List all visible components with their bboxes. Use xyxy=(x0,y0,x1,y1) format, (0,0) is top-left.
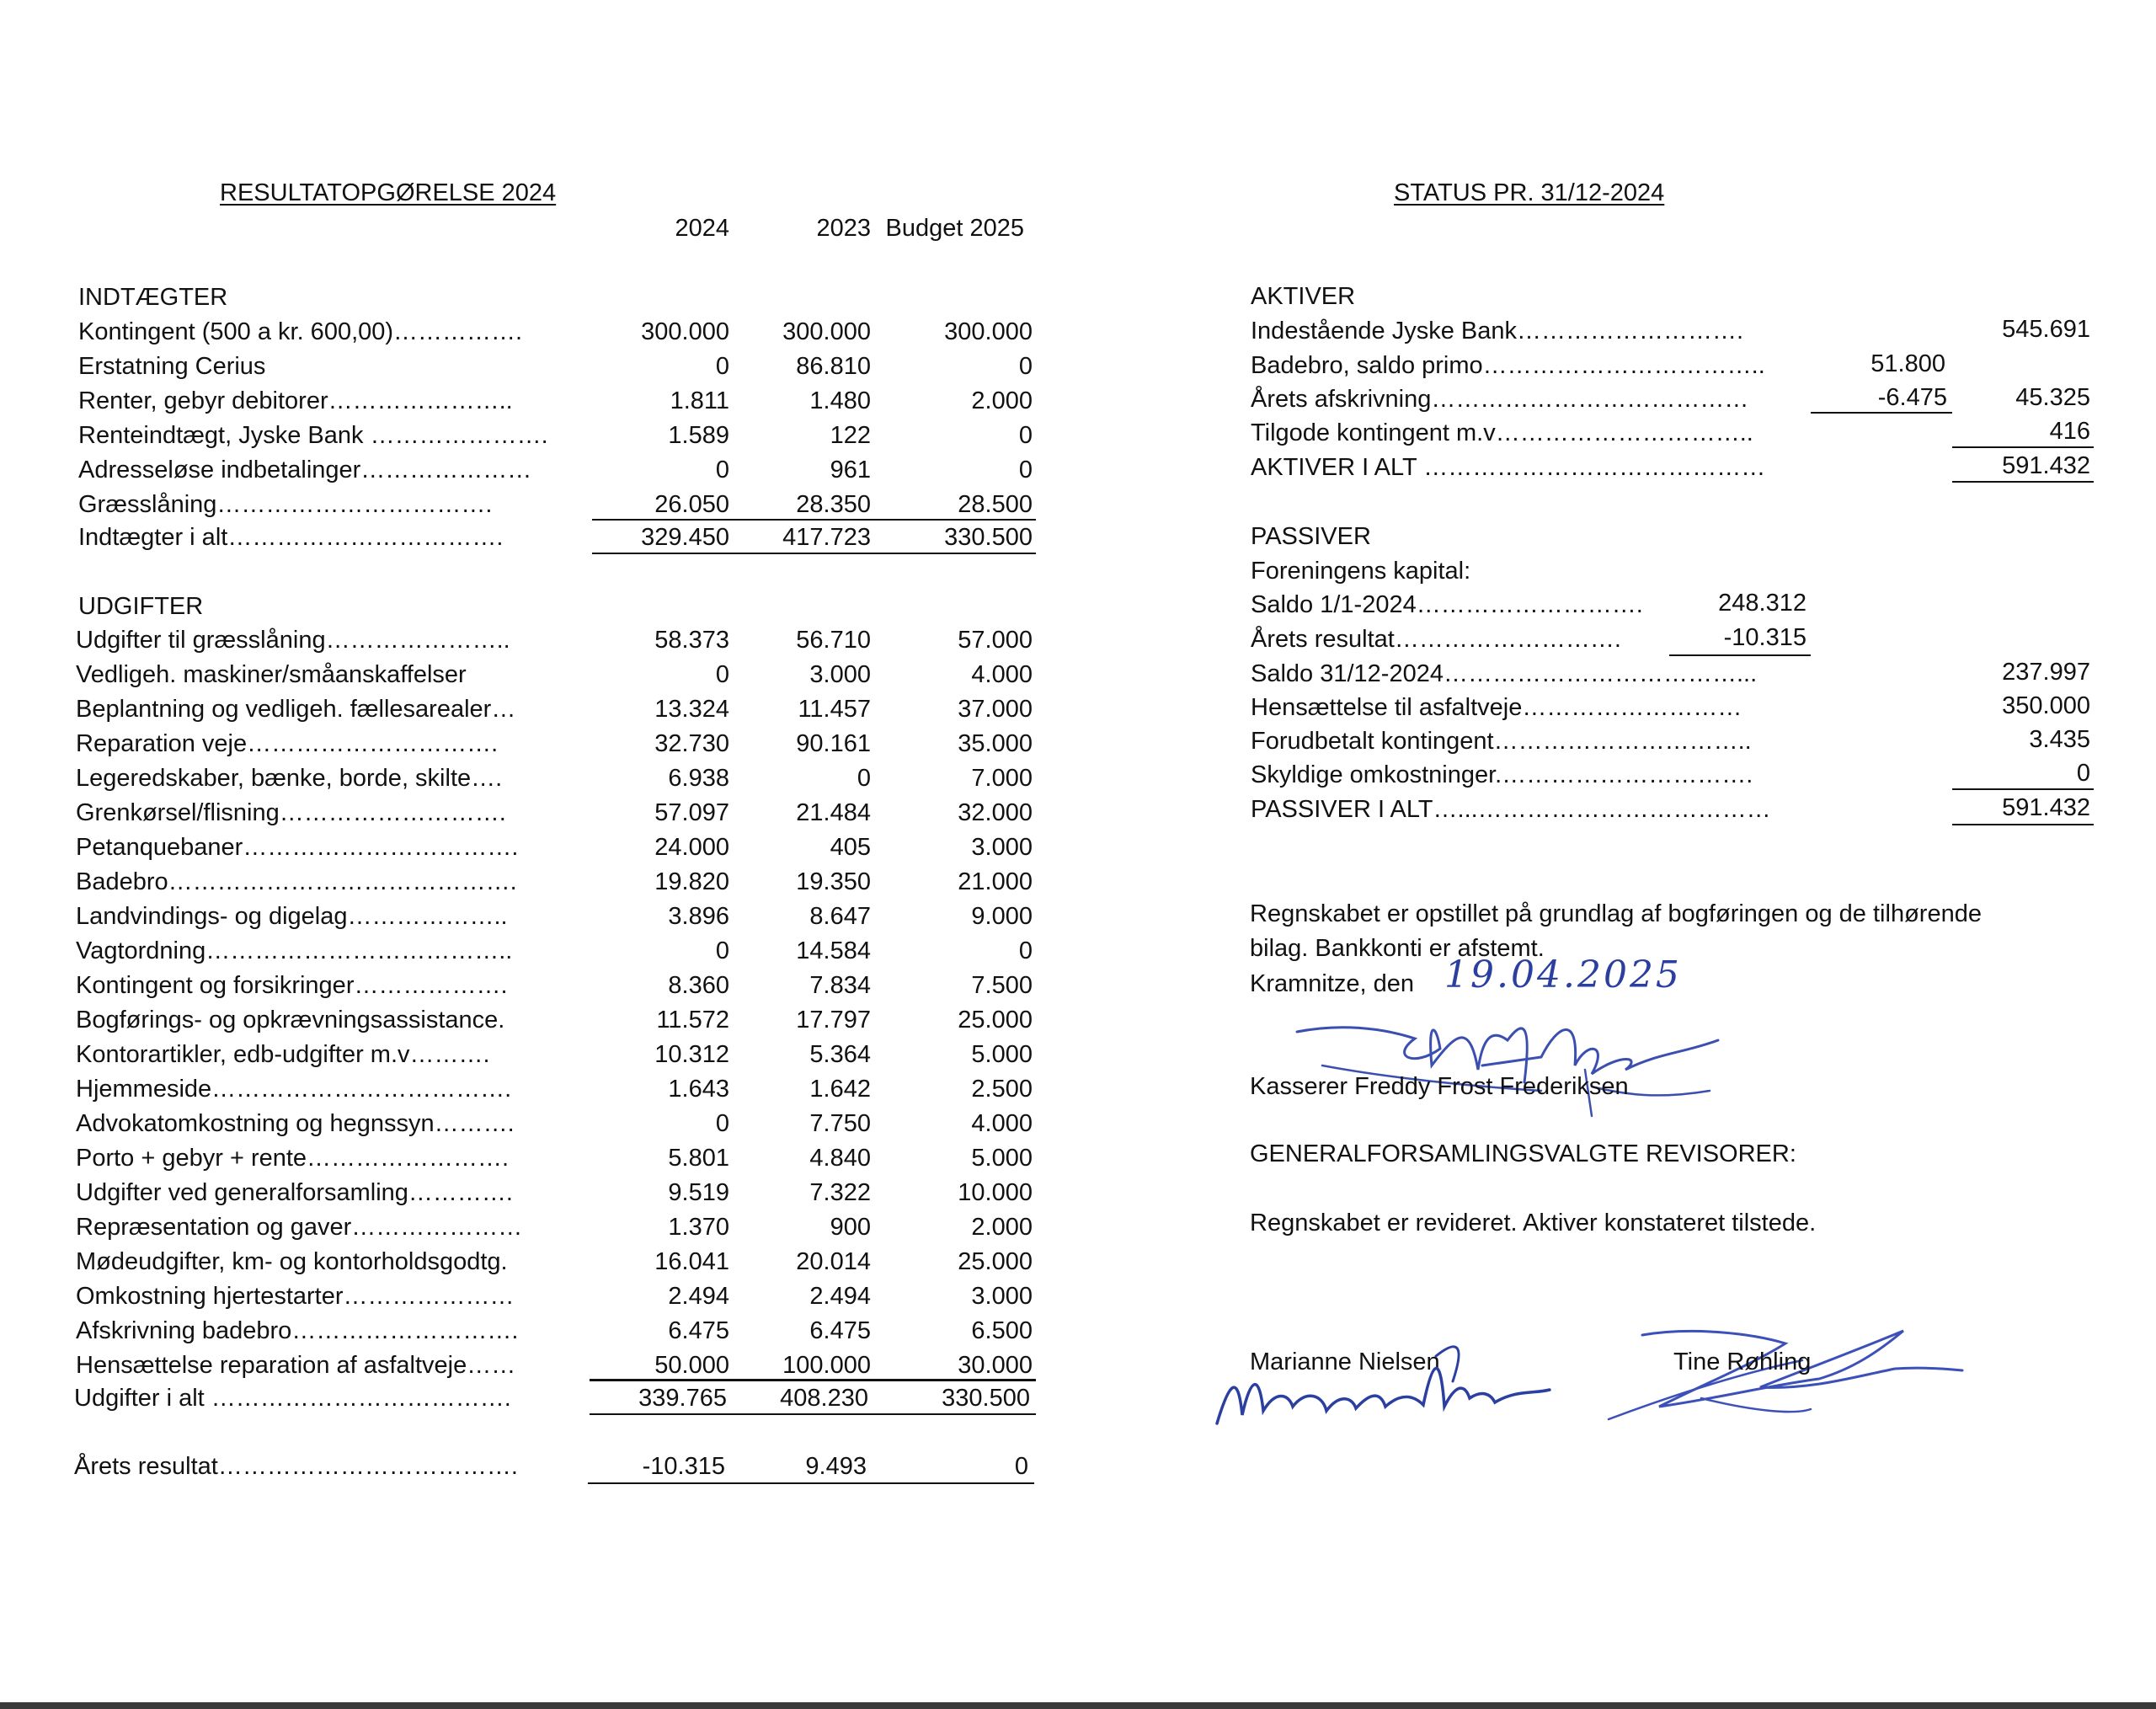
expense-row-budget: 4.000 xyxy=(971,1110,1033,1137)
place-label: Kramnitze, den xyxy=(1250,970,1415,997)
income-row-2023: 122 xyxy=(830,422,871,449)
declaration-line-2: bilag. Bankkonti er afstemt. xyxy=(1250,935,1545,962)
tilgode-label: Tilgode kontingent m.v………………………….. xyxy=(1251,419,1753,446)
expense-row-label: Advokatomkostning og hegnssyn………. xyxy=(76,1110,515,1137)
income-row-2023: 86.810 xyxy=(796,353,871,380)
expense-row-label: Hensættelse reparation af asfaltveje…… xyxy=(76,1352,516,1379)
hensaettelse-value: 350.000 xyxy=(2002,692,2090,719)
saldo-start-label: Saldo 1/1-2024………………………. xyxy=(1251,591,1643,618)
expense-subtotal-rule xyxy=(590,1379,1036,1381)
expense-row-budget: 37.000 xyxy=(958,696,1033,723)
column-header-2024: 2024 xyxy=(675,215,729,242)
expense-row-label: Kontingent og forsikringer………………. xyxy=(76,972,508,999)
expense-row-budget: 57.000 xyxy=(958,627,1033,654)
expense-row-2023: 17.797 xyxy=(796,1007,871,1033)
afskrivning-value: 45.325 xyxy=(2015,384,2090,411)
auditor-2-name: Tine Røhling xyxy=(1673,1349,1812,1375)
result-budget: 0 xyxy=(1014,1453,1028,1480)
expense-row-2023: 14.584 xyxy=(796,937,871,964)
expense-row-label: Reparation veje…………………………. xyxy=(76,730,499,757)
income-row-2024: 0 xyxy=(715,457,729,483)
expense-row-label: Grenkørsel/flisning………………………. xyxy=(76,799,506,826)
skyldige-label: Skyldige omkostninger.…………………………. xyxy=(1251,761,1753,788)
expense-row-label: Porto + gebyr + rente……………………. xyxy=(76,1145,510,1172)
expense-row-budget: 7.000 xyxy=(971,765,1033,792)
expense-row-budget: 6.500 xyxy=(971,1317,1033,1344)
income-row-2023: 1.480 xyxy=(809,387,871,414)
afskrivning-rule xyxy=(1811,412,1952,414)
expense-row-2024: 19.820 xyxy=(654,868,729,895)
expense-row-budget: 35.000 xyxy=(958,730,1033,757)
income-row-2023: 961 xyxy=(830,457,871,483)
expense-row-label: Legeredskaber, bænke, borde, skilte…. xyxy=(76,765,503,792)
income-statement-title: RESULTATOPGØRELSE 2024 xyxy=(220,179,557,206)
assets-total-value: 591.432 xyxy=(2002,452,2090,479)
expense-row-2024: 2.494 xyxy=(668,1283,729,1310)
expense-row-2024: 24.000 xyxy=(654,834,729,861)
expense-row-2023: 21.484 xyxy=(796,799,871,826)
liabilities-total-label: PASSIVER I ALT…...……………………………… xyxy=(1251,796,1771,823)
hensaettelse-label: Hensættelse til asfaltveje……………………… xyxy=(1251,694,1742,721)
forudbetalt-value: 3.435 xyxy=(2029,726,2090,753)
column-header-2023: 2023 xyxy=(816,215,871,242)
balance-sheet-title: STATUS PR. 31/12-2024 xyxy=(1394,179,1665,206)
declaration-line-1: Regnskabet er opstillet på grundlag af bogføringen og de tilhørende xyxy=(1250,900,1982,927)
expense-row-2024: 0 xyxy=(715,1110,729,1137)
expense-row-2024: 9.519 xyxy=(668,1179,729,1206)
income-row-2024: 300.000 xyxy=(641,318,729,345)
income-row-label: Kontingent (500 a kr. 600,00)……………. xyxy=(78,318,523,345)
expense-row-2023: 7.834 xyxy=(809,972,871,999)
income-row-budget: 0 xyxy=(1018,457,1033,483)
scan-edge xyxy=(0,1702,2156,1709)
income-row-label: Adresseløse indbetalinger………………… xyxy=(78,457,532,483)
expense-row-2023: 3.000 xyxy=(809,661,871,688)
arets-resultat-sub: -10.315 xyxy=(1723,624,1806,651)
bank-label: Indestående Jyske Bank………………………. xyxy=(1251,318,1744,344)
income-row-label: Renteindtægt, Jyske Bank …………………. xyxy=(78,422,548,449)
expense-row-2024: 11.572 xyxy=(656,1007,729,1033)
expense-row-label: Mødeudgifter, km- og kontorholdsgodtg. xyxy=(76,1248,508,1275)
auditor-1-signature xyxy=(1213,1331,1566,1440)
expense-row-label: Badebro……………………………………. xyxy=(76,868,517,895)
income-row-budget: 300.000 xyxy=(944,318,1033,345)
expense-heading: UDGIFTER xyxy=(78,593,204,620)
expense-row-2023: 100.000 xyxy=(782,1352,871,1379)
expense-row-label: Hjemmeside………………………………. xyxy=(76,1076,512,1103)
income-row-2023: 300.000 xyxy=(782,318,871,345)
expense-row-2024: 50.000 xyxy=(654,1352,729,1379)
expense-row-2023: 20.014 xyxy=(796,1248,871,1275)
income-total-rule xyxy=(592,553,1036,554)
expense-row-2024: 0 xyxy=(715,937,729,964)
expense-row-budget: 9.000 xyxy=(971,903,1033,930)
expense-row-budget: 10.000 xyxy=(958,1179,1033,1206)
expense-row-2023: 56.710 xyxy=(796,627,871,654)
income-row-label: Renter, gebyr debitorer………………….. xyxy=(78,387,513,414)
audit-note: Regnskabet er revideret. Aktiver konstateret tilstede. xyxy=(1250,1210,1817,1236)
expense-row-2024: 1.370 xyxy=(668,1214,729,1241)
expense-row-label: Udgifter til græsslåning………………….. xyxy=(76,627,510,654)
arets-resultat-label: Årets resultat………………………. xyxy=(1251,626,1621,653)
badebro-label: Badebro, saldo primo…………………………….. xyxy=(1251,352,1765,379)
expense-row-2023: 90.161 xyxy=(796,730,871,757)
result-2024: -10.315 xyxy=(642,1453,725,1480)
expense-row-budget: 32.000 xyxy=(958,799,1033,826)
expense-row-budget: 7.500 xyxy=(971,972,1033,999)
liabilities-subtotal-rule xyxy=(1952,788,2094,790)
income-subtotal-rule xyxy=(592,519,1036,521)
expense-row-2023: 7.322 xyxy=(809,1179,871,1206)
expense-row-2023: 7.750 xyxy=(809,1110,871,1137)
expense-row-budget: 25.000 xyxy=(958,1007,1033,1033)
skyldige-value: 0 xyxy=(2076,760,2090,787)
column-header-budget-2025: Budget 2025 xyxy=(885,215,1024,242)
bank-value: 545.691 xyxy=(2002,316,2090,343)
treasurer-label: Kasserer Freddy Frost Frederiksen xyxy=(1250,1073,1629,1100)
expense-row-label: Petanquebaner……………………………. xyxy=(76,834,519,861)
assets-subtotal-rule xyxy=(1952,446,2094,448)
expense-row-2023: 11.457 xyxy=(798,696,871,723)
auditors-heading: GENERALFORSAMLINGSVALGTE REVISORER: xyxy=(1250,1140,1796,1167)
income-row-budget: 28.500 xyxy=(958,491,1033,518)
expense-row-budget: 3.000 xyxy=(971,1283,1033,1310)
expense-row-2024: 13.324 xyxy=(654,696,729,723)
expense-row-2023: 19.350 xyxy=(796,868,871,895)
income-heading: INDTÆGTER xyxy=(78,284,228,311)
assets-total-label: AKTIVER I ALT …………………………………… xyxy=(1251,454,1766,481)
income-row-2024: 26.050 xyxy=(654,491,729,518)
forudbetalt-label: Forudbetalt kontingent………………………….. xyxy=(1251,728,1752,755)
expense-row-2024: 10.312 xyxy=(654,1041,729,1068)
income-row-budget: 2.000 xyxy=(971,387,1033,414)
expense-row-2024: 5.801 xyxy=(668,1145,729,1172)
liabilities-heading: PASSIVER xyxy=(1251,523,1371,550)
afskrivning-sub: -6.475 xyxy=(1877,384,1947,411)
expense-row-label: Beplantning og vedligeh. fællesarealer… xyxy=(76,696,516,723)
expense-row-budget: 5.000 xyxy=(971,1041,1033,1068)
expense-row-label: Repræsentation og gaver………………… xyxy=(76,1214,523,1241)
expense-row-2024: 3.896 xyxy=(668,903,729,930)
expense-row-2023: 4.840 xyxy=(809,1145,871,1172)
expense-row-label: Afskrivning badebro………………………. xyxy=(76,1317,519,1344)
expense-row-2024: 32.730 xyxy=(654,730,729,757)
income-row-budget: 0 xyxy=(1018,422,1033,449)
expense-row-budget: 2.000 xyxy=(971,1214,1033,1241)
expense-row-budget: 2.500 xyxy=(971,1076,1033,1103)
expense-row-2023: 405 xyxy=(830,834,871,861)
saldo-end-label: Saldo 31/12-2024………………………………... xyxy=(1251,660,1758,687)
income-row-label: Erstatning Cerius xyxy=(78,353,266,380)
expense-row-2023: 6.475 xyxy=(809,1317,871,1344)
expense-row-2024: 16.041 xyxy=(654,1248,729,1275)
saldo-start-sub: 248.312 xyxy=(1718,590,1806,617)
result-label: Årets resultat………………………………. xyxy=(74,1453,518,1480)
treasurer-signature xyxy=(1289,1007,1743,1124)
expense-row-budget: 21.000 xyxy=(958,868,1033,895)
expense-row-label: Vedligeh. maskiner/småanskaffelser xyxy=(76,661,467,688)
expense-row-2024: 6.475 xyxy=(668,1317,729,1344)
expense-row-budget: 4.000 xyxy=(971,661,1033,688)
expense-row-label: Udgifter ved generalforsamling…………. xyxy=(76,1179,513,1206)
result-rule xyxy=(588,1482,1034,1484)
expense-row-2024: 1.643 xyxy=(668,1076,729,1103)
income-row-budget: 0 xyxy=(1018,353,1033,380)
expense-row-label: Landvindings- og digelag……………….. xyxy=(76,903,508,930)
afskrivning-label: Årets afskrivning………………………………… xyxy=(1251,386,1749,413)
liabilities-total-value: 591.432 xyxy=(2002,794,2090,821)
expense-row-2024: 0 xyxy=(715,661,729,688)
expense-row-budget: 5.000 xyxy=(971,1145,1033,1172)
assets-heading: AKTIVER xyxy=(1251,283,1356,310)
result-2023: 9.493 xyxy=(805,1453,867,1480)
income-total-2023: 417.723 xyxy=(782,524,871,551)
expense-row-label: Bogførings- og opkrævningsassistance. xyxy=(76,1007,505,1033)
expense-row-2023: 2.494 xyxy=(809,1283,871,1310)
expense-row-label: Kontorartikler, edb-udgifter m.v………. xyxy=(76,1041,490,1068)
expense-row-2024: 57.097 xyxy=(654,799,729,826)
expense-total-label: Udgifter i alt ………………………………. xyxy=(74,1385,511,1412)
expense-row-2024: 6.938 xyxy=(668,765,729,792)
expense-row-label: Vagtordning……………………………….. xyxy=(76,937,513,964)
badebro-sub: 51.800 xyxy=(1870,350,1945,377)
income-row-2024: 1.811 xyxy=(670,387,729,414)
expense-total-2023: 408.230 xyxy=(780,1385,868,1412)
expense-row-2023: 5.364 xyxy=(809,1041,871,1068)
tilgode-value: 416 xyxy=(2049,418,2090,445)
capital-rule xyxy=(1669,654,1811,656)
expense-row-2023: 0 xyxy=(857,765,871,792)
capital-heading: Foreningens kapital: xyxy=(1251,558,1471,585)
expense-row-2023: 8.647 xyxy=(809,903,871,930)
liabilities-total-rule xyxy=(1952,824,2094,825)
expense-row-budget: 0 xyxy=(1018,937,1033,964)
expense-row-2023: 900 xyxy=(830,1214,871,1241)
income-row-2023: 28.350 xyxy=(796,491,871,518)
income-total-label: Indtægter i alt……………………………. xyxy=(78,524,504,551)
expense-total-rule xyxy=(590,1413,1036,1415)
expense-row-2024: 8.360 xyxy=(668,972,729,999)
income-row-2024: 0 xyxy=(715,353,729,380)
income-total-2024: 329.450 xyxy=(641,524,729,551)
expense-total-2024: 339.765 xyxy=(638,1385,727,1412)
expense-row-2024: 58.373 xyxy=(654,627,729,654)
expense-row-budget: 30.000 xyxy=(958,1352,1033,1379)
expense-row-2023: 1.642 xyxy=(809,1076,871,1103)
expense-row-budget: 25.000 xyxy=(958,1248,1033,1275)
income-row-2024: 1.589 xyxy=(668,422,729,449)
saldo-end-value: 237.997 xyxy=(2002,659,2090,686)
expense-row-budget: 3.000 xyxy=(971,834,1033,861)
income-row-label: Græsslåning……………………………. xyxy=(78,491,493,518)
income-total-budget: 330.500 xyxy=(944,524,1033,551)
handwritten-date: 19.04.2025 xyxy=(1444,953,1682,996)
expense-row-label: Omkostning hjertestarter………………… xyxy=(76,1283,515,1310)
auditor-1-name: Marianne Nielsen xyxy=(1250,1349,1440,1375)
assets-total-rule xyxy=(1952,481,2094,483)
expense-total-budget: 330.500 xyxy=(942,1385,1030,1412)
